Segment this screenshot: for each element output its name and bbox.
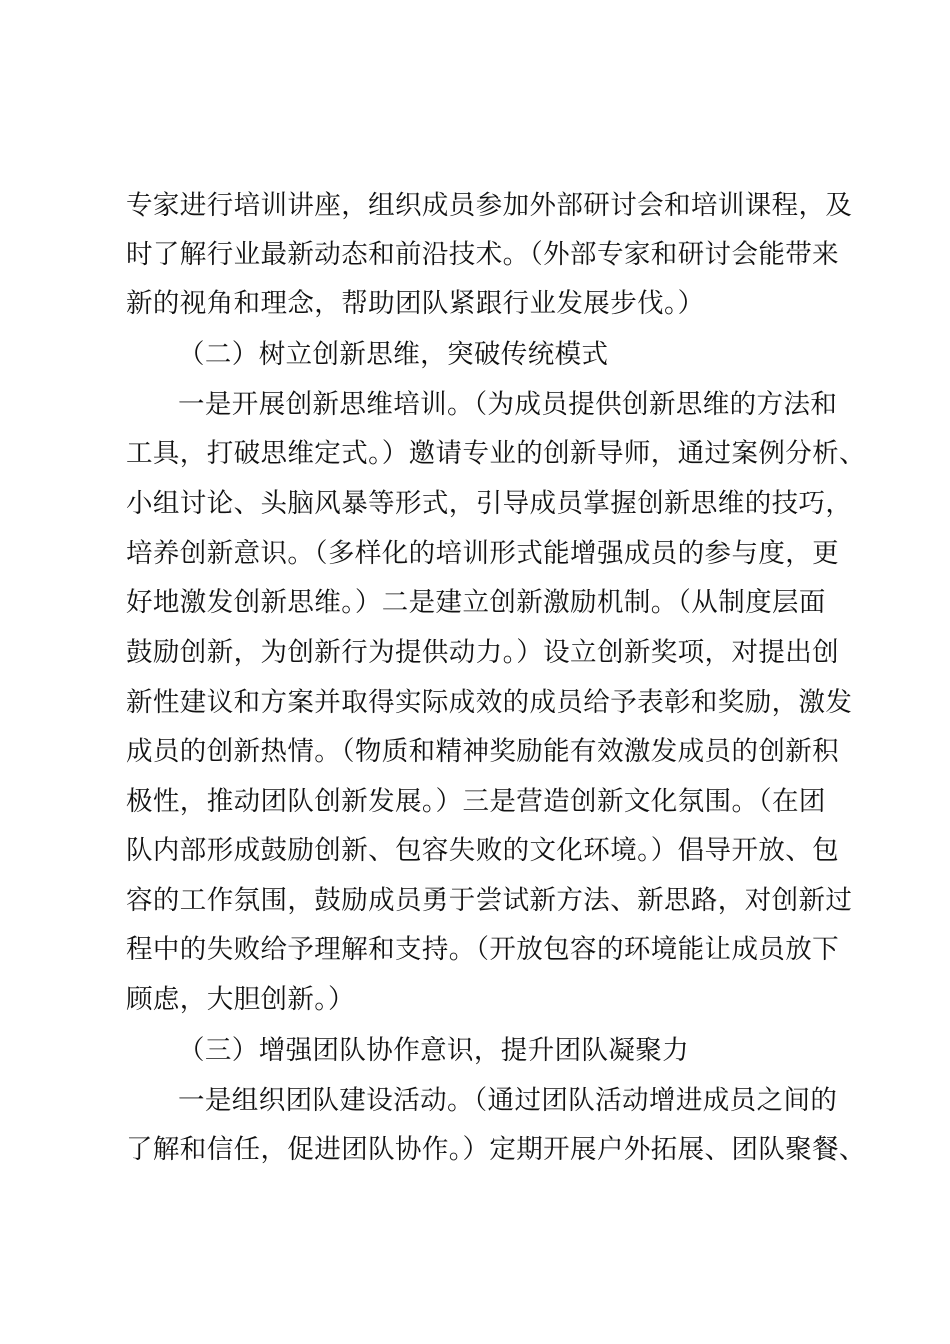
body-text-line: 新性建议和方案并取得实际成效的成员给予表彰和奖励，激发 [126,687,853,718]
body-text-line: 顾虑，大胆创新。） [126,984,355,1015]
body-text-line: 了解和信任，促进团队协作。）定期开展户外拓展、团队聚餐、 [126,1134,866,1165]
body-text-line: 好地激发创新思维。）二是建立创新激励机制。（从制度层面 [126,587,826,618]
body-text-line: 程中的失败给予理解和支持。（开放包容的环境能让成员放下 [126,934,840,965]
body-text-line: 极性，推动团队创新发展。）三是营造创新文化氛围。（在团 [126,786,826,817]
body-text-line: 成员的创新热情。（物质和精神奖励能有效激发成员的创新积 [126,736,840,767]
body-text-line: 时了解行业最新动态和前沿技术。（外部专家和研讨会能带来 [126,239,840,270]
body-text-line: 小组讨论、头脑风暴等形式，引导成员掌握创新思维的技巧， [126,488,853,519]
body-text-line: 新的视角和理念，帮助团队紧跟行业发展步伐。） [126,288,705,319]
body-text-line: 工具，打破思维定式。）邀请专业的创新导师，通过案例分析、 [126,438,866,469]
body-text-line: 培养创新意识。（多样化的培训形式能增强成员的参与度，更 [126,538,840,569]
body-text-line: 一是组织团队建设活动。（通过团队活动增进成员之间的 [178,1085,838,1116]
section-heading: （二）树立创新思维，突破传统模式 [178,339,609,370]
body-text-line: 一是开展创新思维培训。（为成员提供创新思维的方法和 [178,389,838,420]
section-heading: （三）增强团队协作意识，提升团队凝聚力 [178,1035,690,1066]
body-text-line: 容的工作氛围，鼓励成员勇于尝试新方法、新思路，对创新过 [126,885,853,916]
body-text-line: 队内部形成鼓励创新、包容失败的文化环境。）倡导开放、包 [126,835,840,866]
body-text-line: 专家进行培训讲座，组织成员参加外部研讨会和培训课程，及 [126,190,853,221]
body-text-line: 鼓励创新，为创新行为提供动力。）设立创新奖项，对提出创 [126,637,840,668]
